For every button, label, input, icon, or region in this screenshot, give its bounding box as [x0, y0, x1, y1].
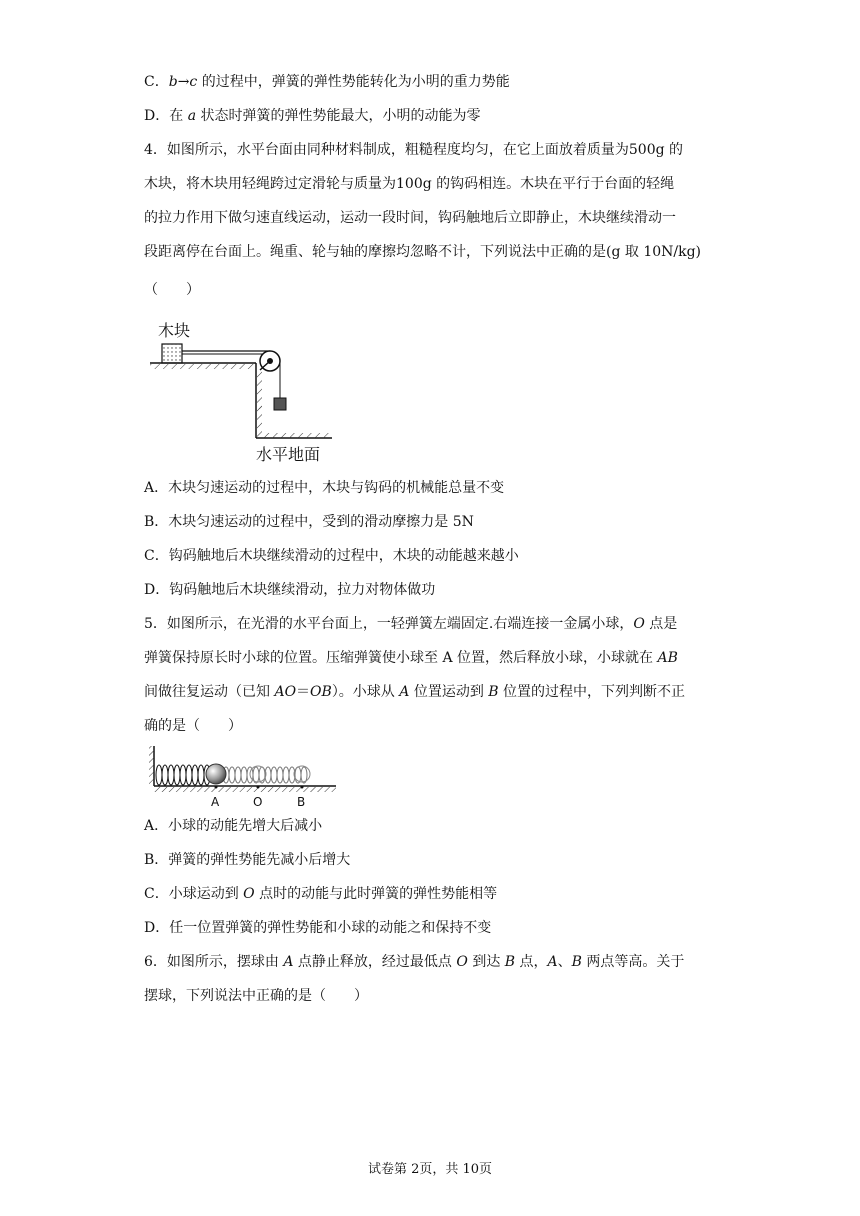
- q5-option-c: [144, 884, 497, 904]
- q5-option-b: B．弹簧的弹性势能先减小后增大: [144, 852, 351, 868]
- option-text: 状态时弹簧的弹性势能最大，小明的动能为零: [196, 108, 481, 124]
- var-b: B: [504, 954, 516, 970]
- q5-option-d: D．任一位置弹簧的弹性势能和小球的动能之和保持不变: [144, 920, 492, 936]
- q4-option-d: D．钩码触地后木块继续滑动，拉力对物体做功: [144, 582, 436, 598]
- wood-block: [162, 344, 182, 363]
- spring-wall-hatch: [149, 746, 154, 786]
- text: 到达: [467, 954, 505, 970]
- option-label: C．: [144, 74, 169, 90]
- text: 5．如图所示，在光滑的水平台面上，一轻弹簧左端固定.右端连接一金属小球，: [144, 616, 634, 632]
- q4-stem-line-2: 木块，将木块用轻绳跨过定滑轮与质量为100g 的钩码相连。木块在平行于台面的轻绳: [144, 176, 675, 192]
- q3-option-d: [144, 106, 481, 126]
- q4-option-a: A．木块匀速运动的过程中，木块与钩码的机械能总量不变: [144, 480, 505, 496]
- text: 点时的动能与此时弹簧的弹性势能相等: [254, 886, 498, 902]
- q3-option-c: [144, 72, 510, 92]
- var-b: B: [571, 954, 582, 970]
- text: 间做往复运动（已知: [144, 684, 275, 700]
- var-c: c: [189, 74, 198, 90]
- var-o: O: [456, 954, 468, 970]
- var-ao: AO: [274, 684, 297, 700]
- var-o: O: [243, 886, 255, 902]
- wall-hatch: [257, 406, 262, 438]
- text: 两点等高。关于: [581, 954, 685, 970]
- var-ob: OB: [310, 684, 332, 700]
- q4-stem-line-3: 的拉力作用下做匀速直线运动，运动一段时间，钩码触地后立即静止，木块继续滑动一: [144, 210, 676, 226]
- q4-answer-bracket: （ ）: [144, 282, 200, 298]
- var-a: A: [547, 954, 558, 970]
- label-a: A: [211, 795, 220, 809]
- text: 弹簧保持原长时小球的位置。压缩弹簧使小球至 A 位置，然后释放小球，小球就在: [144, 650, 658, 666]
- tick-b: [301, 786, 304, 789]
- separator: 、: [557, 954, 572, 970]
- var-a: A: [399, 684, 410, 700]
- metal-ball: [206, 764, 226, 784]
- text: 点静止释放，经过最低点: [293, 954, 457, 970]
- q5-stem-line-1: [144, 614, 677, 634]
- text: 6．如图所示，摆球由: [144, 954, 284, 970]
- var-b: b: [168, 74, 178, 90]
- q4-option-c: C．钩码触地后木块继续滑动的过程中，木块的动能越来越小: [144, 548, 519, 564]
- var-a: A: [283, 954, 294, 970]
- q4-stem-line-1: 4．如图所示，水平台面由同种材料制成，粗糙程度均匀，在它上面放着质量为500g 的: [144, 142, 684, 158]
- text: 位置运动到: [409, 684, 489, 700]
- text: 点是: [644, 616, 678, 632]
- block-label: 木块: [158, 321, 191, 340]
- q5-option-a: A．小球的动能先增大后减小: [144, 818, 323, 834]
- text: ）。小球从: [331, 684, 400, 700]
- option-label: D．在: [144, 108, 188, 124]
- spring-compressed: [156, 765, 210, 785]
- page-footer: 试卷第 2页，共 10页: [367, 1162, 493, 1177]
- q4-option-b: B．木块匀速运动的过程中，受到的滑动摩擦力是 5N: [144, 514, 474, 530]
- q5-stem-line-2: [144, 648, 678, 668]
- q5-stem-line-4: 确的是（ ）: [144, 718, 242, 734]
- var-o: O: [633, 616, 645, 632]
- spring-figure: [146, 744, 342, 810]
- ground-hatch: [262, 433, 332, 438]
- ground-label: 水平地面: [256, 445, 321, 464]
- var-ab: AB: [657, 650, 678, 666]
- label-o: O: [253, 795, 263, 809]
- table-hatch: [150, 364, 256, 369]
- tick-a: [215, 786, 218, 789]
- var-a: a: [187, 108, 197, 124]
- q4-stem-line-4: 段距离停在台面上。绳重、轮与轴的摩擦均忽略不计，下列说法中正确的是(g 取 10N/kg): [144, 244, 702, 260]
- var-b: B: [488, 684, 499, 700]
- text: 位置的过程中，下列判断不正: [498, 684, 686, 700]
- spring-floor-hatch: [154, 787, 336, 792]
- text: C．小球运动到: [144, 886, 244, 902]
- q6-stem-line-1: [144, 952, 684, 972]
- hook-weight: [274, 398, 286, 410]
- label-b: B: [297, 795, 306, 809]
- tick-o: [257, 786, 260, 789]
- arrow: →: [177, 74, 190, 90]
- option-text: 的过程中，弹簧的弹性势能转化为小明的重力势能: [197, 74, 510, 90]
- edge-hatch: [257, 369, 262, 409]
- q5-stem-line-3: [144, 682, 685, 702]
- pulley-figure: [146, 318, 346, 466]
- q6-stem-line-2: 摆球，下列说法中正确的是（ ）: [144, 988, 368, 1004]
- equals: ＝: [296, 684, 311, 700]
- text: 点，: [515, 954, 548, 970]
